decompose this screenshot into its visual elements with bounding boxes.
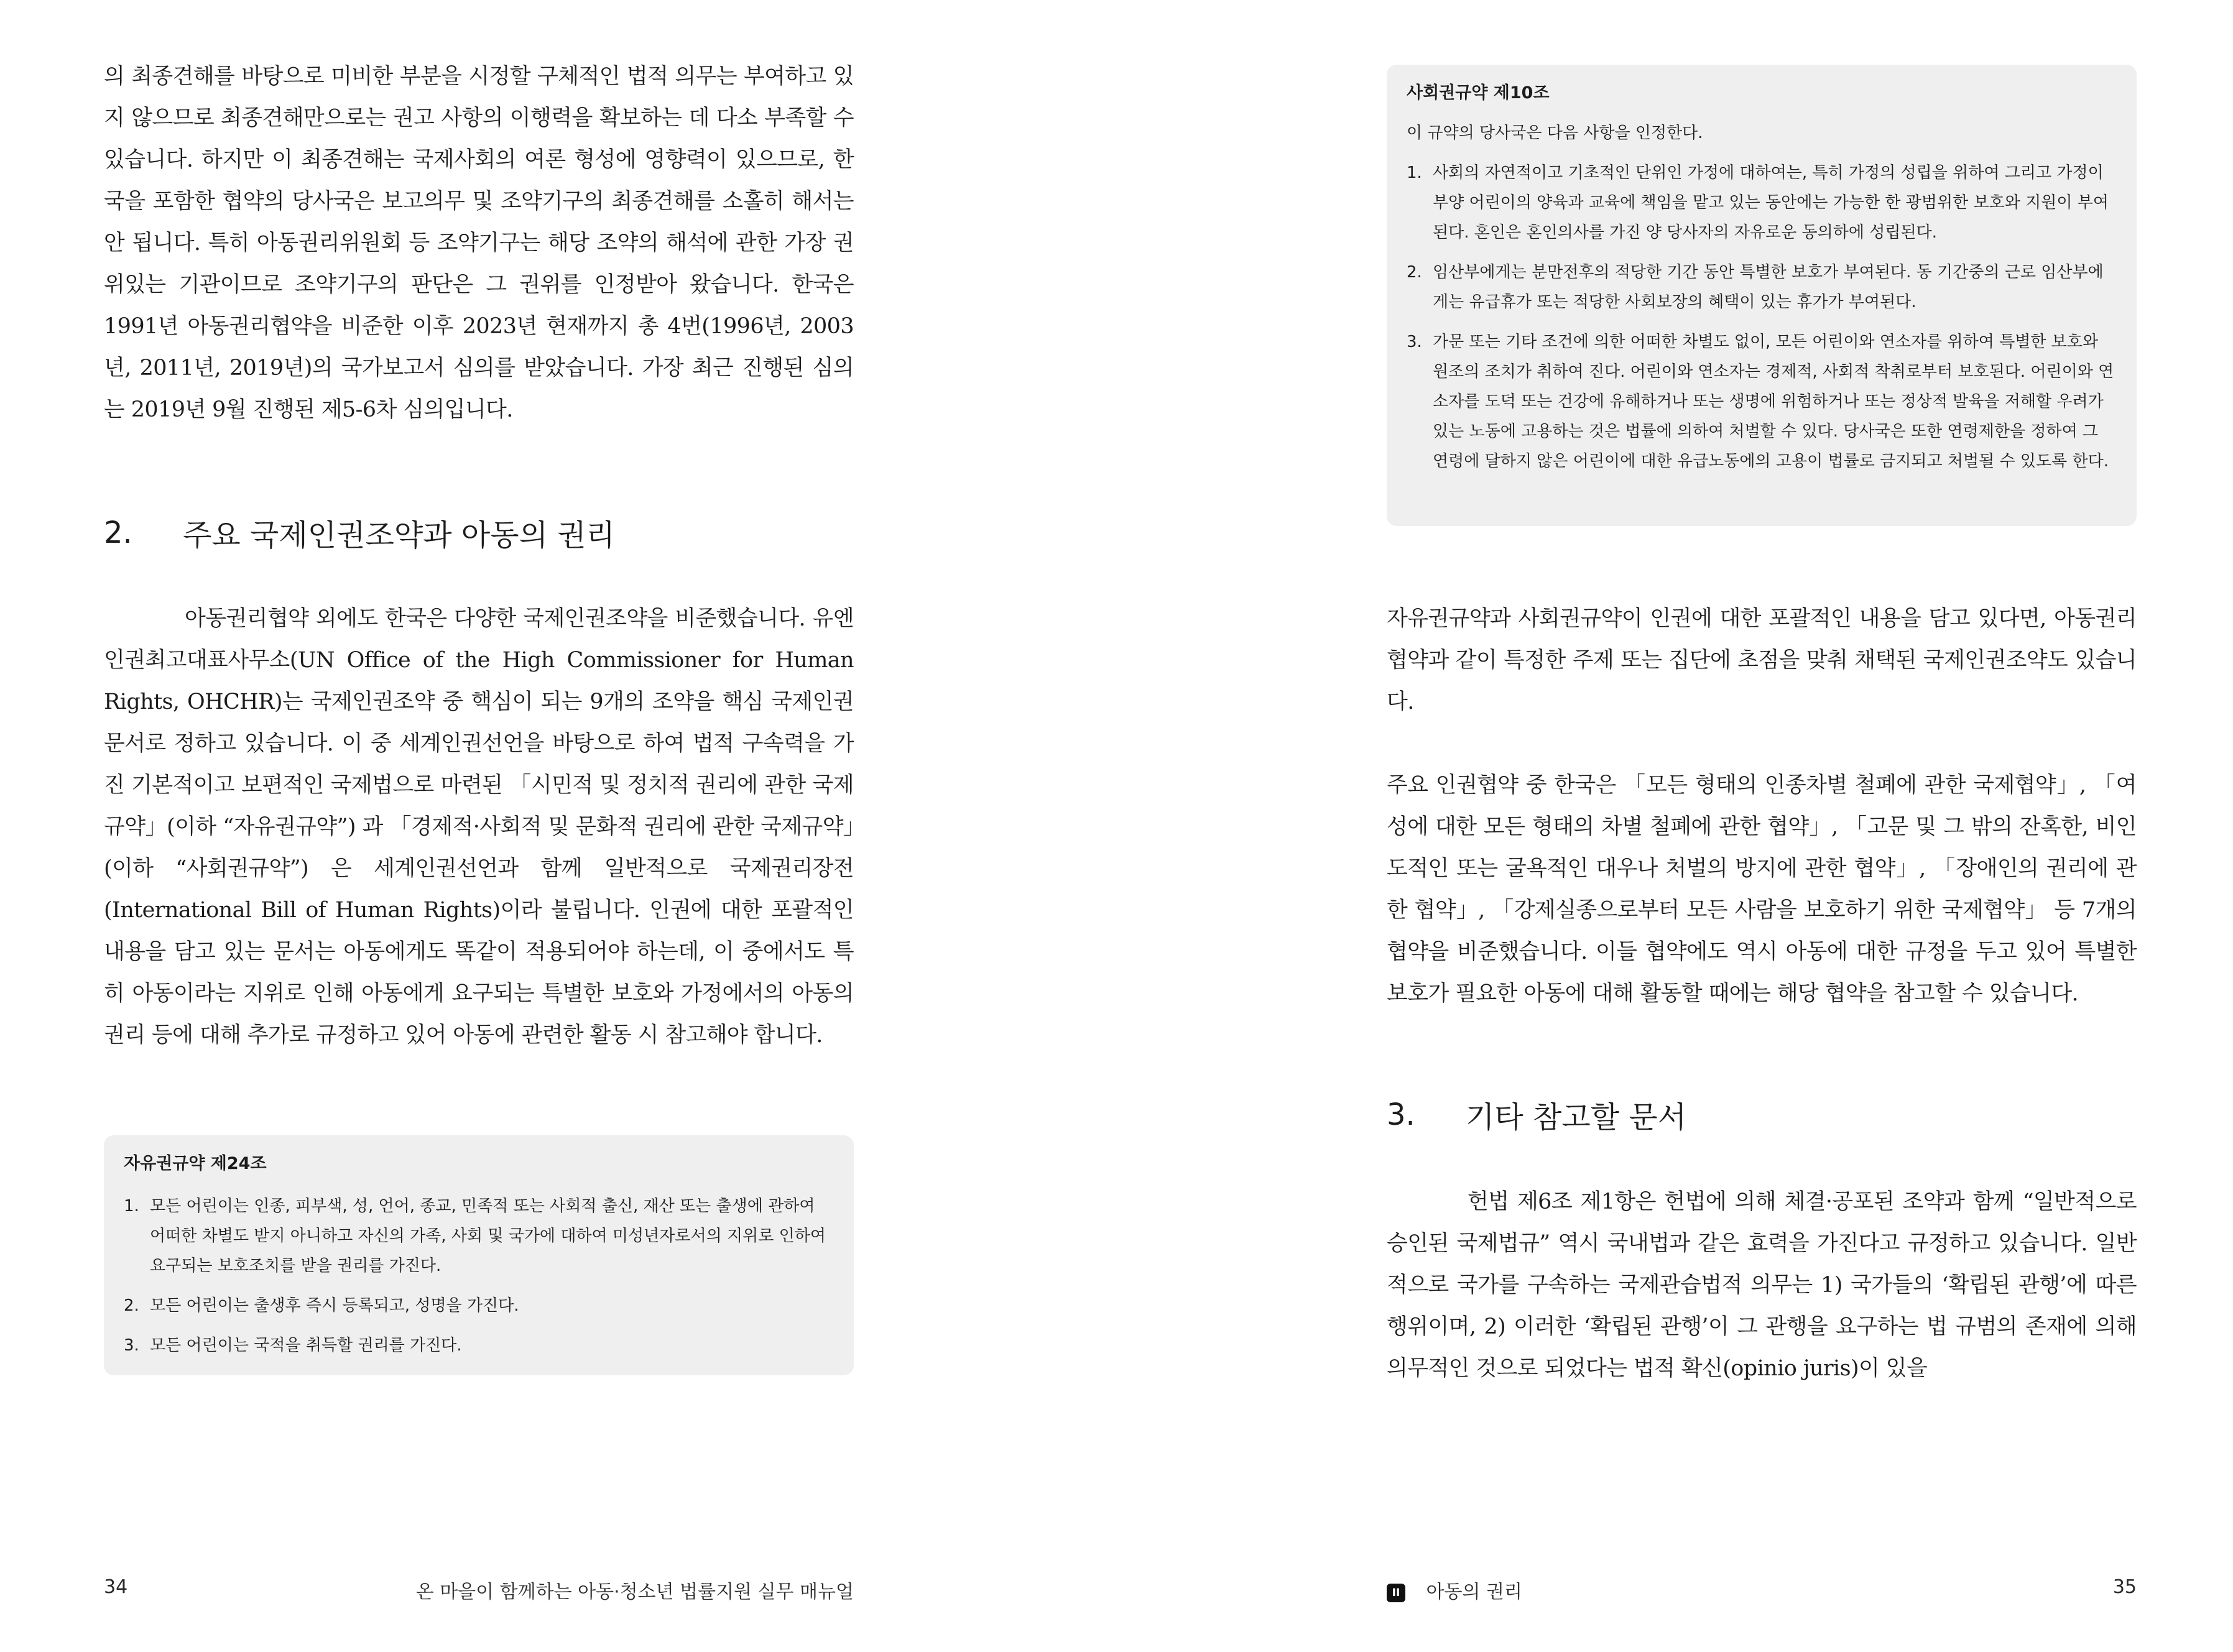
list-item-number: 3. [124, 1336, 139, 1355]
section-3-title: 기타 참고할 문서 [1466, 1100, 1687, 1135]
section-2-paragraph: 아동권리협약 외에도 한국은 다양한 국제인권조약을 비준했습니다. 유엔 인권최고대표사무소(UN Office of the High Commissioner for Human Rights, OHCHR)는 국제인권조약 중 핵심이 되는 9개의 조약을 핵심 국제인권문서로 정하고 있습니다. 이 중 세계인권선언을 바탕으로 하여 법적 구속력을 가진 기본적이고 보편적인 국제법으로 마련된 「시민적 및 정치적 권리에 관한 국제규약」(이하 “자유권규약”) 과 「경제적·사회적 및 문화적 권리에 관한 국제규약」(이하 “사회권규약”) 은 세계인권선언과 함께 일반적으로 국제권리장전(International Bill of Human Rights)이라 불립니다. 인권에 대한 포괄적인 내용을 담고 있는 문서는 아동에게도 똑같이 적용되어야 하는데, 이 중에서도 특히 아동이라는 지위로 인해 아동에게 요구되는 특별한 보호와 가정에서의 아동의 권리 등에 대해 추가로 규정하고 있어 아동에 관련한 활동 시 참고해야 합니다. [104, 606, 854, 1048]
page-number: 35 [2112, 1576, 2137, 1598]
chapter-badge: II [1387, 1584, 1405, 1602]
iccpr-article-24-box [104, 1135, 854, 1375]
list-item-text: 모든 어린이는 인종, 피부색, 성, 언어, 종교, 민족적 또는 사회적 출신, 재산 또는 출생에 관하여 어떠한 차별도 받지 아니하고 자신의 가족, 사회 및 국가에 대하여 미성년자로서의 지위로 인하여 요구되는 보호조치를 받을 권리를 가진다. [150, 1197, 826, 1275]
right-page [1387, 0, 2137, 1652]
right-footer [1387, 1576, 2137, 1604]
treaties-paragraph: 주요 인권협약 중 한국은 「모든 형태의 인종차별 철폐에 관한 국제협약」, 「여성에 대한 모든 형태의 차별 철폐에 관한 협약」, 「고문 및 그 밖의 잔혹한, 비인도적인 또는 굴욕적인 대우나 처벌의 방지에 관한 협약」, 「장애인의 권리에 관한 협약」, 「강제실종으로부터 모든 사람을 보호하기 위한 국제협약」 등 7개의 협약을 비준했습니다. 이들 협약에도 역시 아동에 대한 규정을 두고 있어 특별한 보호가 필요한 아동에 대해 활동할 때에는 해당 협약을 참고할 수 있습니다. [1387, 773, 2137, 1006]
list-item-number: 2. [1407, 263, 1422, 282]
list-item-text: 모든 어린이는 출생후 즉시 등록되고, 성명을 가진다. [150, 1296, 519, 1315]
page-number: 34 [104, 1576, 128, 1598]
list-item [1407, 327, 2117, 476]
list-item-text: 사회의 자연적이고 기초적인 단위인 가정에 대하여는, 특히 가정의 성립을 위하여 그리고 가정이 부양 어린이의 양육과 교육에 책임을 맡고 있는 동안에는 가능한 한 광범위한 보호와 지원이 부여된다. 혼인은 혼인의사를 가진 양 당사자의 자유로운 동의하에 성립된다. [1433, 164, 2109, 242]
section-3-number: 3. [1387, 1097, 1415, 1132]
paragraph-after-box: 자유권규약과 사회권규약이 인권에 대한 포괄적인 내용을 담고 있다면, 아동권리협약과 같이 특정한 주제 또는 집단에 초점을 맞춰 채택된 국제인권조약도 있습니다. [1387, 606, 2137, 714]
section-3-heading [1387, 1093, 1686, 1136]
list-item-number: 1. [1407, 164, 1422, 182]
book-title: 온 마을이 함께하는 아동·청소년 법률지원 실무 매뉴얼 [415, 1581, 854, 1603]
list-item-number: 3. [1407, 333, 1422, 351]
section-2-title: 주요 국제인권조약과 아동의 권리 [183, 518, 615, 553]
section-2-number: 2. [104, 515, 132, 550]
list-item [1407, 257, 2117, 317]
box-intro: 이 규약의 당사국은 다음 사항을 인정한다. [1407, 124, 1703, 142]
left-page [104, 0, 854, 1652]
list-item-number: 1. [124, 1197, 139, 1216]
left-footer [104, 1576, 854, 1603]
chapter-title: 아동의 권리 [1426, 1581, 1522, 1603]
list-item-text: 임산부에게는 분만전후의 적당한 기간 동안 특별한 보호가 부여된다. 동 기간중의 근로 임산부에게는 유급휴가 또는 적당한 사회보장의 혜택이 있는 휴가가 부여된다. [1433, 263, 2104, 311]
box-title: 사회권규약 제10조 [1407, 83, 1550, 103]
list-item-text: 모든 어린이는 국적을 취득할 권리를 가진다. [150, 1336, 462, 1355]
section-3-paragraph: 헌법 제6조 제1항은 헌법에 의해 체결·공포된 조약과 함께 “일반적으로 승인된 국제법규” 역시 국내법과 같은 효력을 가진다고 규정하고 있습니다. 일반적으로 국가를 구속하는 국제관습법적 의무는 1) 국가들의 ‘확립된 관행’에 따른 행위이며, 2) 이러한 ‘확립된 관행’이 그 관행을 요구하는 법 규범의 존재에 의해 의무적인 것으로 되었다는 법적 확신(opinio juris)이 있을 [1387, 1189, 2137, 1381]
list-item [124, 1191, 834, 1281]
icescr-article-10-box [1387, 65, 2137, 526]
section-2-heading [104, 511, 615, 554]
article-list [124, 1191, 834, 1360]
list-item [124, 1331, 834, 1360]
list-item-text: 가문 또는 기타 조건에 의한 어떠한 차별도 없이, 모든 어린이와 연소자를 위하여 특별한 보호와 원조의 조치가 취하여 진다. 어린이와 연소자는 경제적, 사회적 착취로부터 보호된다. 어린이와 연소자를 도덕 또는 건강에 유해하거나 또는 생명에 위험하거나 또는 정상적 발육을 저해할 우려가 있는 노동에 고용하는 것은 법률에 의하여 처벌할 수 있다. 당사국은 또한 연령제한을 정하여 그 연령에 달하지 않은 어린이에 대한 유급노동에의 고용이 법률로 금지되고 처벌될 수 있도록 한다. [1433, 333, 2114, 471]
intro-paragraph: 의 최종견해를 바탕으로 미비한 부분을 시정할 구체적인 법적 의무는 부여하고 있지 않으므로 최종견해만으로는 권고 사항의 이행력을 확보하는 데 다소 부족할 수 있습니다. 하지만 이 최종견해는 국제사회의 여론 형성에 영향력이 있으므로, 한국을 포함한 협약의 당사국은 보고의무 및 조약기구의 최종견해를 소홀히 해서는 안 됩니다. 특히 아동권리위원회 등 조약기구는 해당 조약의 해석에 관한 가장 권위있는 기관이므로 조약기구의 판단은 그 권위를 인정받아 왔습니다. 한국은 1991년 아동권리협약을 비준한 이후 2023년 현재까지 총 4번(1996년, 2003년, 2011년, 2019년)의 국가보고서 심의를 받았습니다. 가장 최근 진행된 심의는 2019년 9월 진행된 제5-6차 심의입니다. [104, 64, 854, 422]
list-item [124, 1291, 834, 1321]
article-list [1407, 158, 2117, 476]
box-title: 자유권규약 제24조 [124, 1154, 267, 1173]
list-item-number: 2. [124, 1296, 139, 1315]
list-item [1407, 158, 2117, 247]
